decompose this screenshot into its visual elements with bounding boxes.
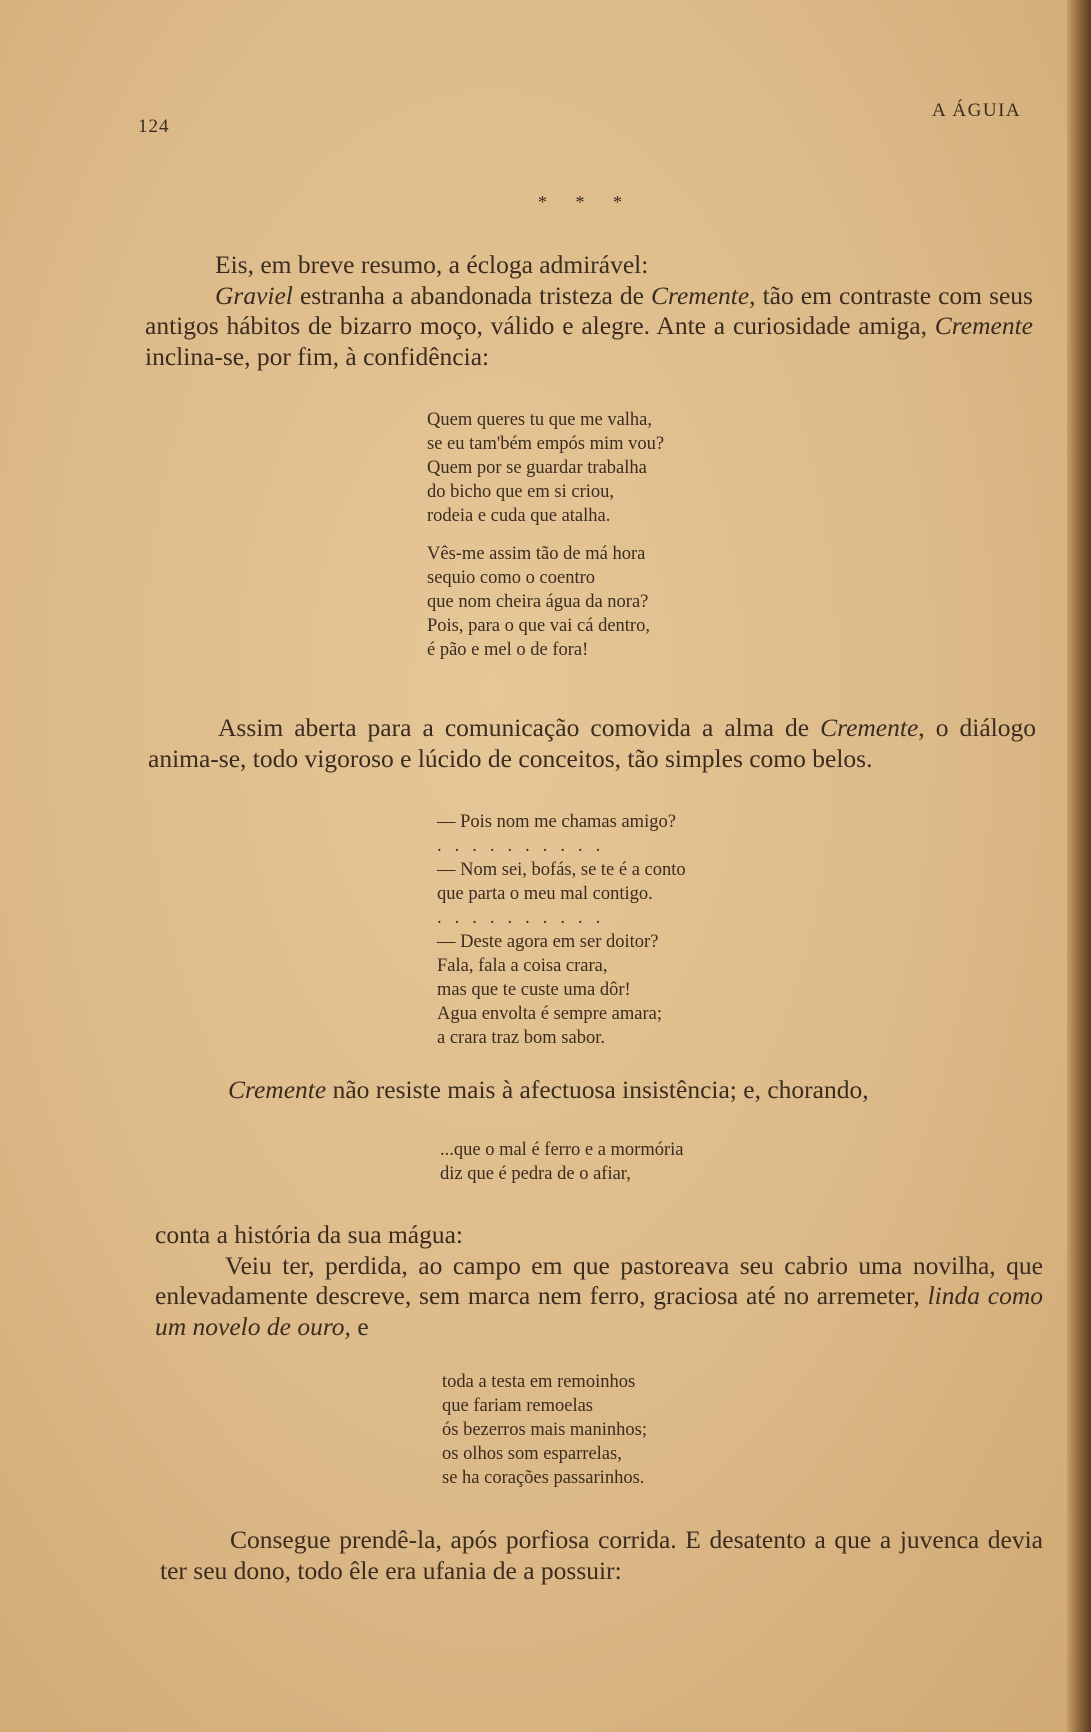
page-number: 124 (138, 116, 170, 137)
intro-text-a: estranha a abandonada tristeza de (292, 280, 651, 310)
story-text-b: e (350, 1311, 369, 1341)
page-edge (1067, 0, 1091, 1732)
intro-text-c: inclina-se, por fim, à confidência: (145, 341, 490, 371)
verse-line: Quem queres tu que me valha, (427, 410, 653, 430)
dialogue-line: Fala, fala a coisa crara, (437, 956, 608, 976)
verse-line: que nom cheira água da nora? (427, 592, 649, 612)
verse-stanza-1 (427, 408, 664, 662)
para3-text: não resiste mais à afectuosa insistência; e, chorando, (326, 1075, 869, 1104)
dotted-separator: .......... (437, 836, 614, 856)
dialogue-line: a crara traz bom sabor. (437, 1028, 605, 1048)
verse-line: Quem por se guardar trabalha (427, 458, 647, 478)
verse-line: se ha corações passarinhos. (442, 1468, 645, 1488)
name-graviel: Graviel (215, 280, 293, 310)
story-line: conta a história da sua mágua: (155, 1220, 464, 1249)
dotted-separator: .......... (437, 908, 614, 928)
verse-stanza-3 (440, 1138, 683, 1186)
verse-line: diz que é pedra de o afiar, (440, 1164, 631, 1184)
section-break: * * * (538, 192, 634, 212)
name-cremente: Cremente (820, 713, 919, 742)
dialogue-line: — Deste agora em ser doitor? (437, 932, 659, 952)
verse-line: sequio como o coentro (427, 568, 595, 588)
verse-line: se eu tam'bém empós mim vou? (427, 434, 665, 454)
para5-text: Consegue prendê-la, após porfiosa corrida. E desatento a que a juvenca devia ter seu dono, todo êle era ufania de a possuir: (160, 1525, 1043, 1585)
name-cremente: Cremente (934, 311, 1033, 340)
para2-text-a: Assim aberta para a comunicação comovida a alma de (218, 713, 821, 742)
italic-phrase: linda como um novelo de ouro, (155, 1281, 1044, 1341)
verse-line: rodeia e cuda que atalha. (427, 506, 611, 526)
dialogue-line: — Pois nom me chamas amigo? (437, 812, 676, 832)
verse-line: toda a testa em remoinhos (442, 1372, 636, 1392)
dialogue-line: — Nom sei, bofás, se te é a conto (437, 860, 686, 880)
running-title: A ÁGUIA (932, 100, 1022, 121)
verse-line: Vês-me assim tão de má hora (427, 544, 646, 564)
paragraph-capture (160, 1525, 1043, 1586)
verse-line: que fariam remoelas (442, 1396, 594, 1416)
paragraph-story (155, 1220, 1043, 1342)
para2-text-b: , o diálogo anima-se, todo vigoroso e lúcido de conceitos, tão simples como belos. (148, 713, 1036, 773)
name-cremente: Cremente (650, 280, 750, 310)
dialogue-line: que parta o meu mal contigo. (437, 884, 653, 904)
paragraph-cremente-resists (228, 1075, 1038, 1106)
dialogue-line: Agua envolta é sempre amara; (437, 1004, 662, 1024)
intro-line: Eis, em breve resumo, a écloga admirável: (215, 250, 649, 279)
dialogue-verse (437, 810, 686, 1050)
dialogue-line: mas que te custe uma dôr! (437, 980, 631, 1000)
story-text-a: Veiu ter, perdida, ao campo em que pastoreava seu cabrio uma novilha, que enlevadamente descreve, sem marca nem ferro, graciosa até no arremeter, (155, 1250, 1043, 1310)
paragraph-intro (145, 250, 1033, 372)
intro-text-b: , tão em contraste com seus antigos hábitos de bizarro moço, válido e alegre. Ante a curiosidade amiga, (145, 280, 1033, 340)
verse-line: os olhos som esparrelas, (442, 1444, 622, 1464)
verse-line: ós bezerros mais maninhos; (442, 1420, 647, 1440)
verse-line: do bicho que em si criou, (427, 482, 615, 502)
verse-line: ...que o mal é ferro e a mormória (440, 1140, 684, 1160)
stanza-gap (427, 528, 664, 542)
name-cremente: Cremente (228, 1075, 327, 1104)
verse-line: Pois, para o que vai cá dentro, (427, 616, 650, 636)
verse-stanza-4 (442, 1370, 647, 1490)
verse-line: é pão e mel o de fora! (427, 640, 589, 660)
paragraph-dialogue-intro (148, 713, 1036, 774)
